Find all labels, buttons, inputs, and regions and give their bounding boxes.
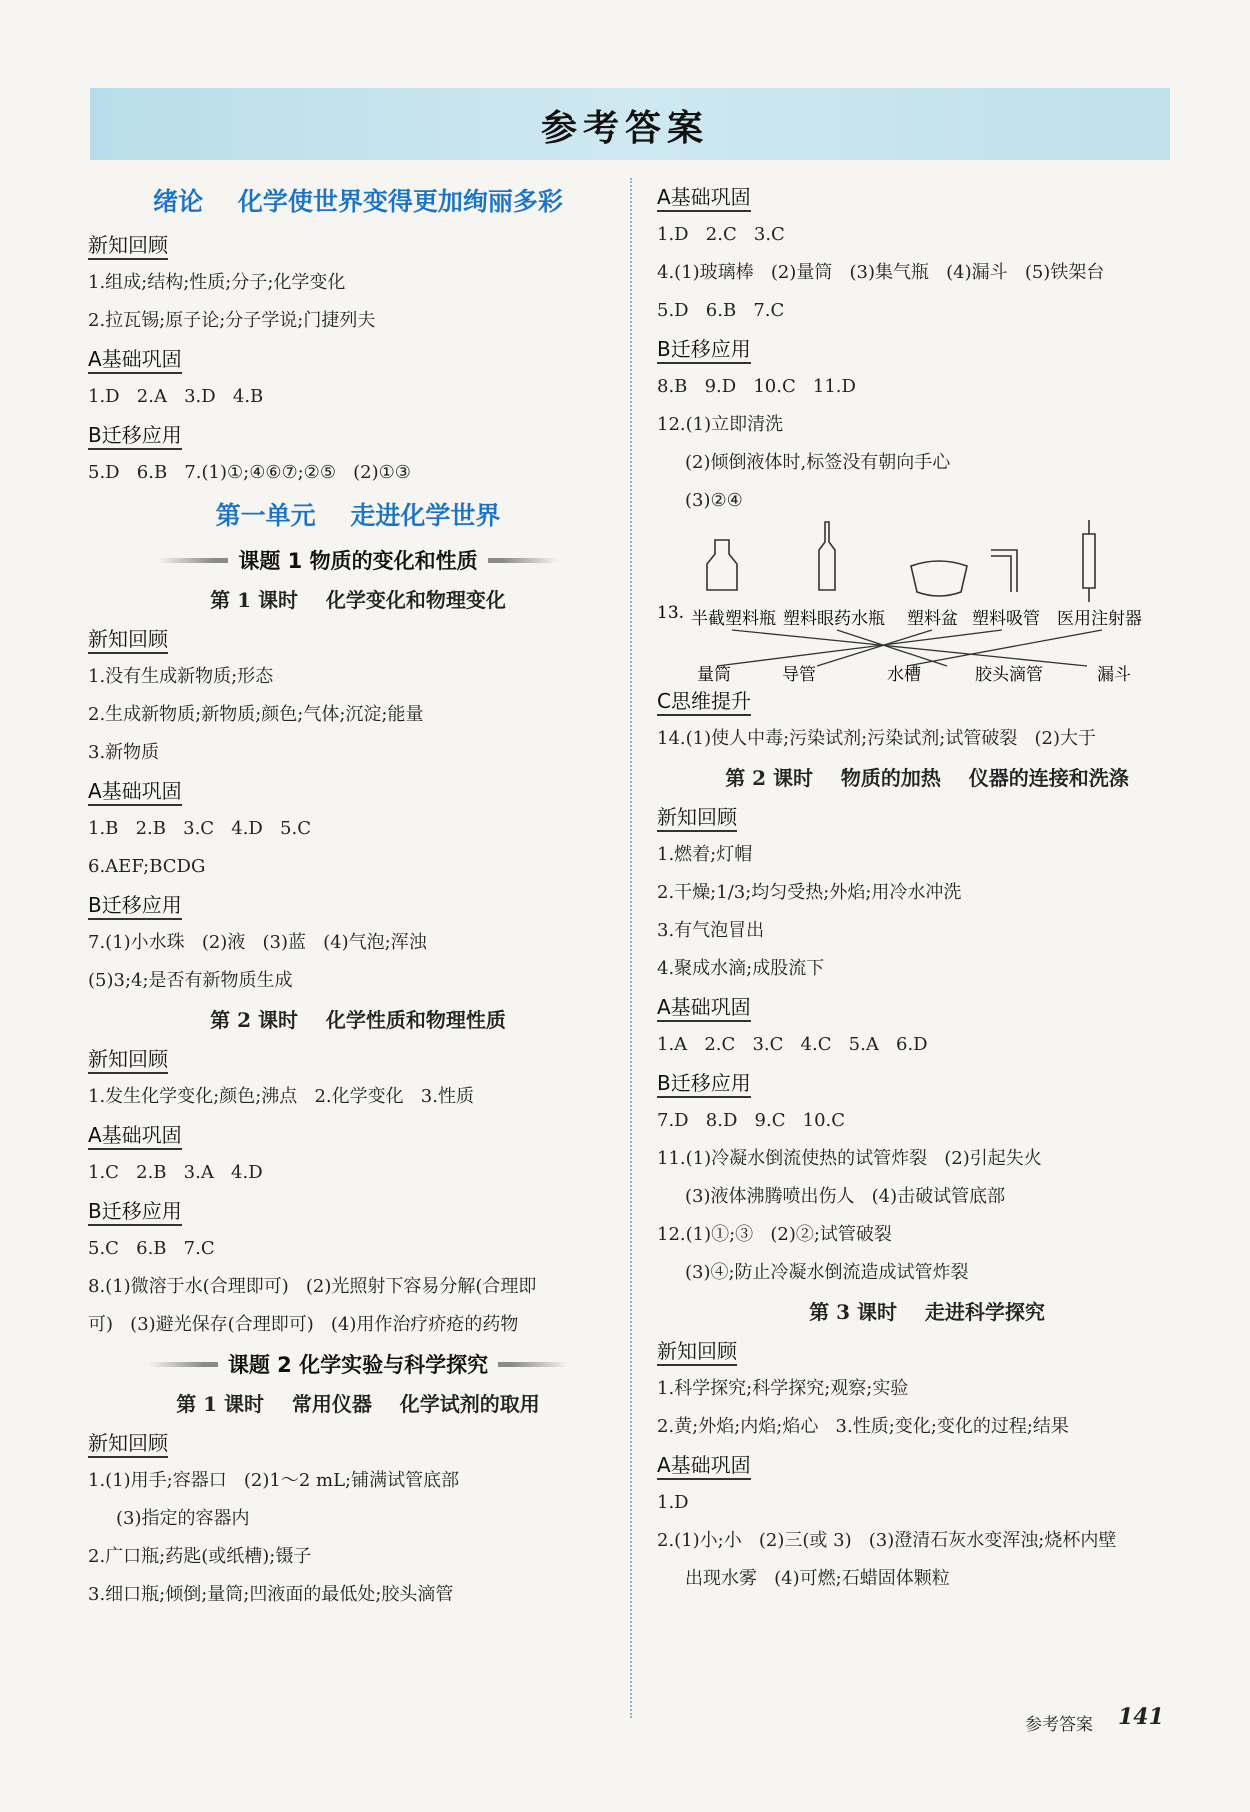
basin-icon [911,561,967,596]
section-heading: A基础巩固 [657,988,1197,1026]
topic-title: 课题 1 物质的变化和性质 [238,549,478,573]
section-heading: B迁移应用 [88,886,628,924]
answer-line: 14.(1)使人中毒;污染试剂;污染试剂;试管破裂 (2)大于 [657,728,1096,749]
answer-line: 1.D 2.C 3.C [657,224,785,245]
item-bottom-3: 水槽 [887,665,921,682]
item-bottom-2: 导管 [782,665,816,682]
answer-line: (2)倾倒液体时,标签没有朝向手心 [685,452,951,473]
section-heading: A基础巩固 [88,340,628,378]
item-bottom-5: 漏斗 [1097,665,1131,682]
section-heading: B迁移应用 [657,1064,1197,1102]
answer-line: 12.(1)①;③ (2)②;试管破裂 [657,1224,892,1245]
lesson-title: 第 2 课时 物质的加热 仪器的连接和洗涤 [725,766,1129,790]
topic-bar-left [158,558,228,563]
match-line [907,630,1102,666]
answer-line: (3)指定的容器内 [116,1508,250,1529]
section-heading: A基础巩固 [657,1446,1197,1484]
answer-line: 1.燃着;灯帽 [657,844,753,865]
section-heading: 新知回顾 [657,798,1197,836]
matching-diagram [657,520,1197,682]
topic-heading [88,1344,628,1384]
answer-line: 3.有气泡冒出 [657,920,765,941]
answer-line: 4.聚成水滴;成股流下 [657,958,825,979]
chapter-title-unit1: 第一单元 走进化学世界 [215,501,501,530]
answer-line: 1.D [657,1492,689,1513]
answer-line: 5.C 6.B 7.C [88,1238,215,1259]
topic-title: 课题 2 化学实验与科学探究 [227,1353,489,1377]
answer-line: 2.黄;外焰;内焰;焰心 3.性质;变化;变化的过程;结果 [657,1416,1069,1437]
column-divider [630,178,632,1718]
eyedrop-bottle-icon [819,522,835,590]
answer-line: 2.生成新物质;新物质;颜色;气体;沉淀;能量 [88,704,424,725]
footer-label: 参考答案 [1025,1715,1093,1735]
answer-line: (3)液体沸腾喷出伤人 (4)击破试管底部 [685,1186,1006,1207]
section-heading: A基础巩固 [88,1116,628,1154]
item-bottom-4: 胶头滴管 [975,665,1043,682]
answer-line: 2.拉瓦锡;原子论;分子学说;门捷列夫 [88,310,376,331]
straw-icon [991,550,1017,592]
page-title: 参考答案 [540,108,709,149]
lesson-title: 第 2 课时 化学性质和物理性质 [210,1008,506,1032]
cut-bottle-icon [707,540,737,590]
item-top-3: 塑料盆 [907,609,958,629]
answer-line: 3.细口瓶;倾倒;量筒;凹液面的最低处;胶头滴管 [88,1584,454,1605]
item-top-5: 医用注射器 [1057,609,1142,629]
answer-line: 可) (3)避光保存(合理即可) (4)用作治疗疥疮的药物 [88,1314,519,1335]
chapter-title-intro: 绪论 化学使世界变得更加绚丽多彩 [153,187,563,216]
answer-line: 1.D 2.A 3.D 4.B [88,386,264,407]
page-number: 141 [1118,1704,1164,1730]
answer-line: 6.AEF;BCDG [88,856,206,877]
answer-line: 1.B 2.B 3.C 4.D 5.C [88,818,311,839]
lesson-title: 第 1 课时 化学变化和物理变化 [210,588,506,612]
section-heading: 新知回顾 [88,1040,628,1078]
right-column [657,178,1197,1598]
answer-line: 1.没有生成新物质;形态 [88,666,274,687]
match-line [837,630,947,666]
answer-line: 7.(1)小水珠 (2)液 (3)蓝 (4)气泡;浑浊 [88,932,427,953]
topic-bar-right [488,558,558,563]
left-column [88,178,628,1614]
answer-line: 出现水雾 (4)可燃;石蜡固体颗粒 [685,1568,950,1589]
answer-line: 5.D 6.B 7.C [657,300,785,321]
answer-line: (3)④;防止冷凝水倒流造成试管炸裂 [685,1262,969,1283]
section-heading: A基础巩固 [657,178,1197,216]
question-13-number: 13. [657,603,685,623]
answer-line: 2.干燥;1/3;均匀受热;外焰;用冷水冲洗 [657,882,962,903]
answer-line: (5)3;4;是否有新物质生成 [88,970,293,991]
topic-bar-right [498,1362,568,1367]
answer-line: 1.(1)用手;容器口 (2)1～2 mL;铺满试管底部 [88,1470,460,1491]
lesson-title: 第 3 课时 走进科学探究 [809,1300,1045,1324]
section-heading: 新知回顾 [657,1332,1197,1370]
section-heading: B迁移应用 [88,416,628,454]
answer-line: 7.D 8.D 9.C 10.C [657,1110,846,1131]
match-line [732,630,1087,666]
answer-line: 12.(1)立即清洗 [657,414,784,435]
answer-line: 5.D 6.B 7.(1)①;④⑥⑦;②⑤ (2)①③ [88,462,411,483]
answer-line: 2.广口瓶;药匙(或纸槽);镊子 [88,1546,312,1567]
answer-line: 4.(1)玻璃棒 (2)量筒 (3)集气瓶 (4)漏斗 (5)铁架台 [657,262,1105,283]
item-top-1: 半截塑料瓶 [691,609,776,629]
section-heading: 新知回顾 [88,1424,628,1462]
section-heading: 新知回顾 [88,620,628,658]
answer-line: 1.A 2.C 3.C 4.C 5.A 6.D [657,1034,928,1055]
topic-heading [88,540,628,580]
answer-line: (3)②④ [685,490,743,511]
item-bottom-1: 量筒 [697,665,731,682]
matching-diagram-svg [657,520,1177,682]
answer-line: 1.科学探究;科学探究;观察;实验 [657,1378,909,1399]
answer-line: 8.(1)微溶于水(合理即可) (2)光照射下容易分解(合理即 [88,1276,537,1297]
section-heading: A基础巩固 [88,772,628,810]
answer-line: 3.新物质 [88,742,160,763]
answer-line: 2.(1)小;小 (2)三(或 3) (3)澄清石灰水变浑浊;烧杯内壁 [657,1530,1117,1551]
section-heading: B迁移应用 [88,1192,628,1230]
section-heading: C思维提升 [657,682,1197,720]
item-top-2: 塑料眼药水瓶 [783,609,885,629]
answer-line: 11.(1)冷凝水倒流使热的试管炸裂 (2)引起失火 [657,1148,1042,1169]
section-heading: 新知回顾 [88,226,628,264]
syringe-icon [1083,520,1095,602]
answer-line: 1.C 2.B 3.A 4.D [88,1162,263,1183]
section-heading: B迁移应用 [657,330,1197,368]
item-top-4: 塑料吸管 [972,609,1040,629]
answer-line: 1.发生化学变化;颜色;沸点 2.化学变化 3.性质 [88,1086,474,1107]
topic-bar-left [148,1362,218,1367]
answer-line: 8.B 9.D 10.C 11.D [657,376,856,397]
answer-line: 1.组成;结构;性质;分子;化学变化 [88,272,346,293]
lesson-title: 第 1 课时 常用仪器 化学试剂的取用 [176,1392,540,1416]
match-line [717,630,1002,666]
